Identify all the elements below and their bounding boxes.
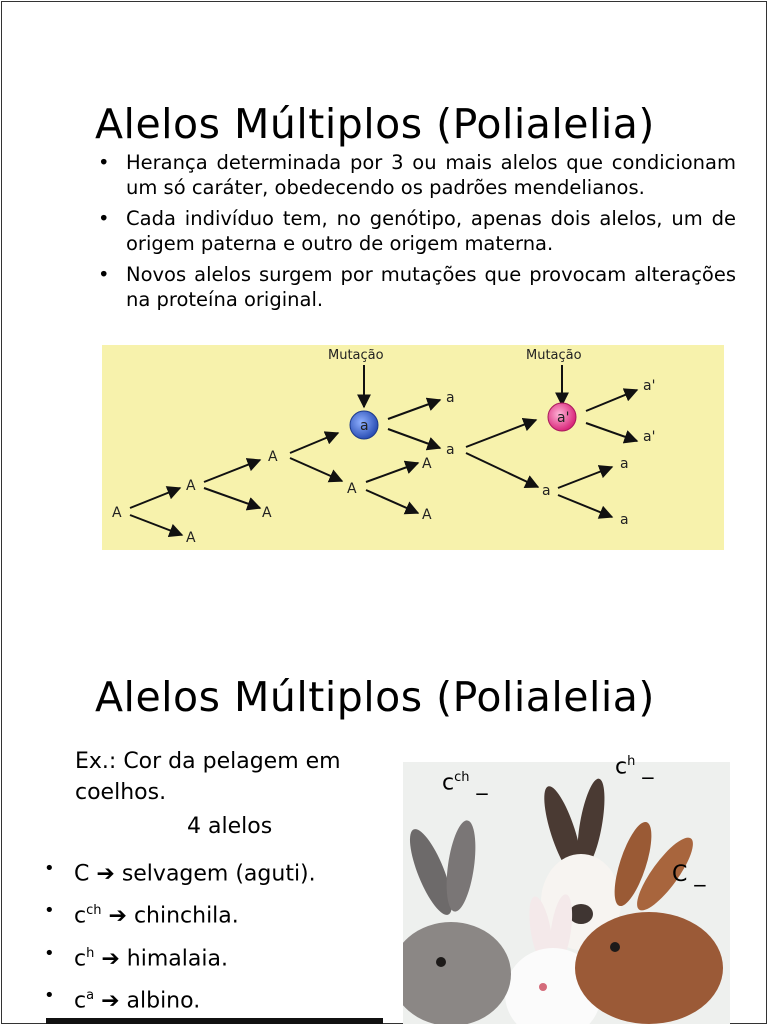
label-superscript: h	[627, 754, 636, 769]
circle-node-label: a'	[557, 410, 570, 426]
bullet-dot: •	[44, 984, 55, 1006]
arrow-icon: ➔	[101, 988, 120, 1014]
allele-item	[44, 935, 316, 977]
allele-name: chinchila.	[133, 903, 239, 929]
arrow	[204, 460, 260, 482]
example-text: Ex.: Cor da pelagem em coelhos.	[75, 749, 341, 805]
bullet-item	[96, 262, 736, 312]
label-rest: _	[635, 754, 654, 780]
photo-label-selvagem	[672, 862, 705, 887]
bullet-item	[96, 206, 736, 256]
mutation-diagram-svg	[102, 345, 724, 550]
arrow	[130, 488, 180, 508]
node-label: A	[186, 478, 196, 494]
node-label: a	[620, 512, 629, 528]
allele-count: 4 alelos	[187, 814, 273, 839]
allele-symbol: c	[74, 988, 87, 1014]
mutation-diagram	[102, 345, 724, 550]
allele-superscript: a	[86, 987, 95, 1003]
arrow	[558, 467, 612, 488]
bullet-dot: •	[98, 263, 110, 286]
node-label: A	[422, 456, 432, 472]
arrow	[586, 423, 637, 441]
label-rest: _	[469, 770, 488, 796]
node-label: a	[446, 390, 455, 406]
allele-name: albino.	[126, 988, 201, 1014]
arrow	[130, 515, 182, 535]
slide-2-title: Alelos Múltiplos (Polialelia)	[95, 673, 655, 722]
label-symbol: c	[615, 754, 628, 780]
allele-superscript: h	[86, 945, 95, 961]
arrow-icon: ➔	[96, 861, 115, 887]
circle-node-label: a	[360, 418, 369, 434]
bullet-dot: •	[44, 900, 55, 922]
arrow	[466, 453, 538, 487]
node-label: A	[347, 481, 357, 497]
arrow	[290, 433, 338, 453]
node-label: a'	[643, 429, 656, 445]
node-label: a	[446, 442, 455, 458]
label-rest: _	[687, 862, 706, 887]
allele-name: himalaia.	[126, 945, 228, 971]
label-symbol: c	[442, 770, 455, 796]
label-superscript: ch	[454, 770, 470, 785]
photo-label-chinchila	[442, 770, 488, 795]
label-symbol: C	[672, 862, 688, 887]
node-label: a'	[643, 378, 656, 394]
slide-1-title: Alelos Múltiplos (Polialelia)	[95, 100, 655, 149]
slide-2	[0, 600, 768, 1024]
bullet-text: Herança determinada por 3 ou mais alelos que condicionam um só caráter, obedecendo os padrões mendelianos.	[126, 151, 736, 199]
node-label: A	[262, 505, 272, 521]
bullet-text: Cada indivíduo tem, no genótipo, apenas dois alelos, um de origem paterna e outro de origem materna.	[126, 207, 736, 255]
arrow	[366, 463, 418, 482]
node-label: A	[422, 507, 432, 523]
bullet-dot: •	[44, 858, 55, 879]
slide-1-bullet-list	[96, 150, 736, 318]
allele-symbol: c	[74, 945, 87, 971]
rabbits-photo	[403, 762, 730, 1024]
arrow	[586, 390, 637, 411]
allele-item	[44, 850, 316, 892]
bullet-dot: •	[44, 942, 55, 964]
allele-item	[44, 892, 316, 934]
diagram-arrows	[130, 365, 637, 535]
node-label: A	[112, 505, 122, 521]
arrow	[388, 429, 440, 448]
arrow	[204, 488, 260, 508]
bullet-item	[96, 150, 736, 200]
allele-symbol: C	[74, 861, 90, 887]
node-label: a	[620, 456, 629, 472]
rabbits-illustration	[403, 762, 730, 1024]
arrow	[366, 490, 418, 513]
mutation-label: Mutação	[526, 348, 582, 363]
arrow	[388, 400, 440, 419]
allele-name: selvagem (aguti).	[121, 861, 316, 887]
bottom-bar	[46, 1018, 383, 1024]
arrow-icon: ➔	[101, 945, 120, 971]
allele-list	[44, 850, 316, 1019]
arrow	[558, 495, 612, 517]
bullet-text: Novos alelos surgem por mutações que provocam alterações na proteína original.	[126, 263, 736, 311]
allele-superscript: ch	[86, 903, 102, 919]
arrow	[290, 458, 342, 481]
bullet-dot: •	[98, 207, 110, 230]
arrow	[466, 420, 536, 447]
allele-item	[44, 977, 316, 1019]
node-label: a	[542, 483, 551, 499]
photo-label-himalaia	[615, 754, 653, 779]
node-label: A	[186, 530, 196, 546]
bullet-dot: •	[98, 151, 110, 174]
node-label: A	[268, 449, 278, 465]
arrow-icon: ➔	[108, 903, 127, 929]
allele-symbol: c	[74, 903, 87, 929]
mutation-label: Mutação	[328, 348, 384, 363]
